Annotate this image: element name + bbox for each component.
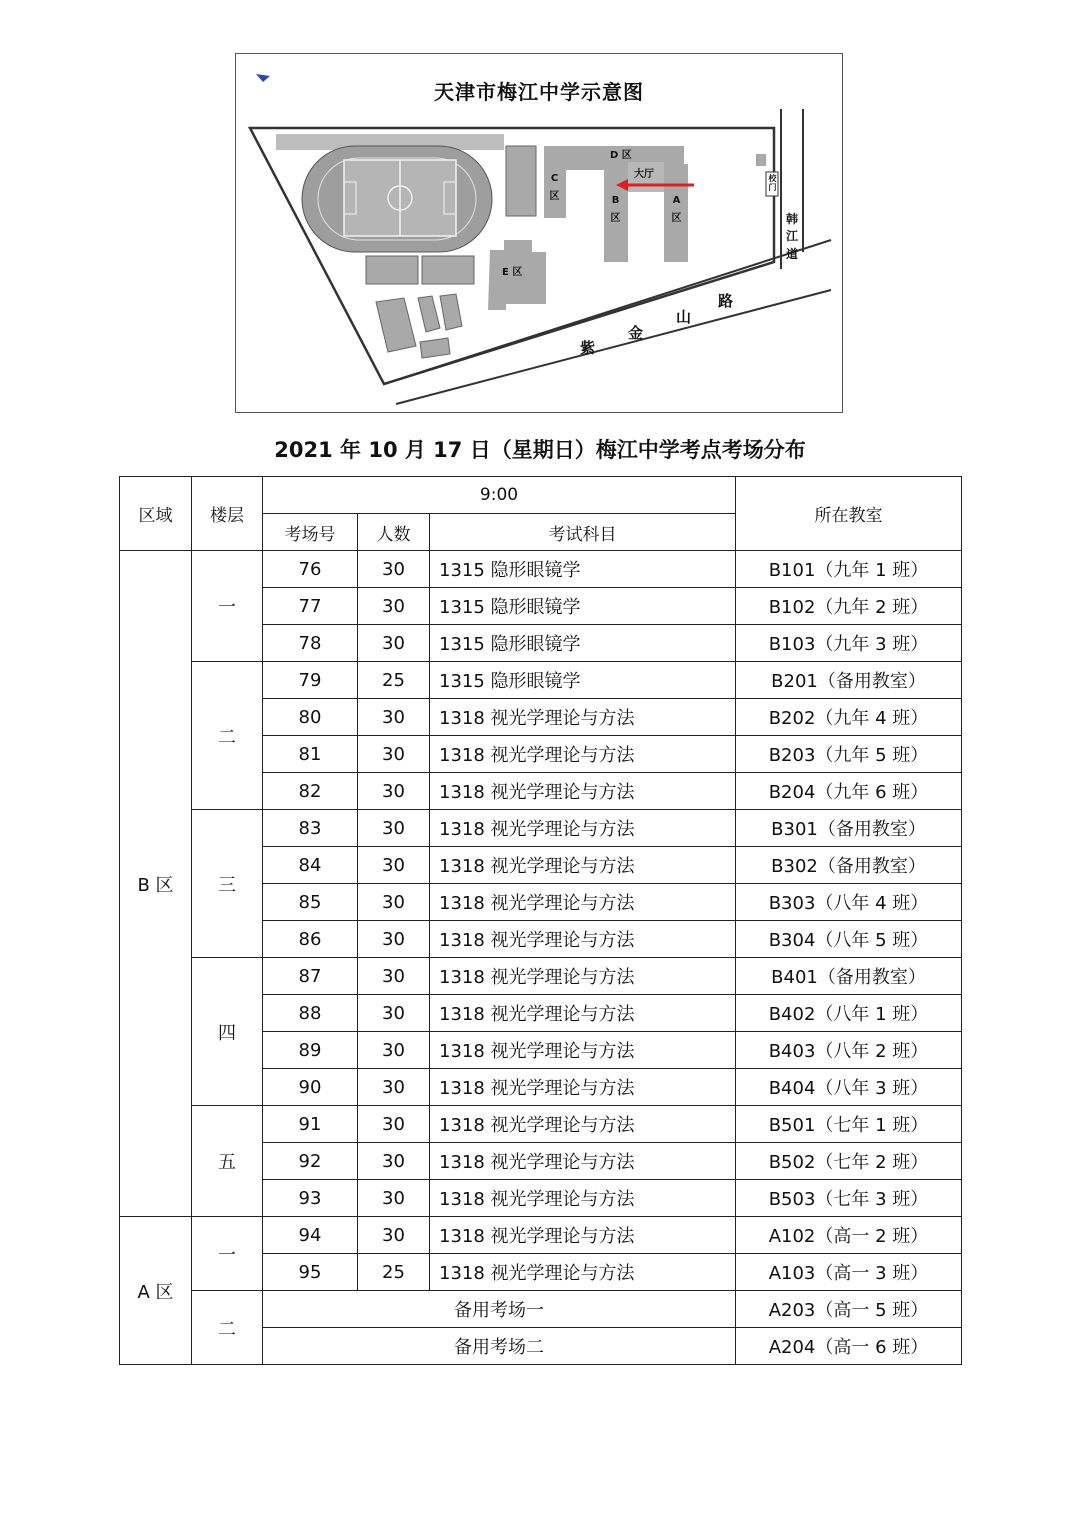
room-number-cell: 84: [263, 847, 358, 884]
count-cell: 30: [358, 958, 430, 995]
room-number-cell: 76: [263, 551, 358, 588]
room-number-cell: 79: [263, 662, 358, 699]
count-cell: 30: [358, 699, 430, 736]
classroom-cell: B102（九年 2 班）: [736, 588, 962, 625]
room-number-cell: 82: [263, 773, 358, 810]
header-count: 人数: [358, 514, 430, 551]
classroom-cell: B502（七年 2 班）: [736, 1143, 962, 1180]
classroom-cell: B103（九年 3 班）: [736, 625, 962, 662]
floor-cell: 三: [192, 810, 263, 958]
count-cell: 30: [358, 1106, 430, 1143]
room-number-cell: 78: [263, 625, 358, 662]
room-number-cell: 83: [263, 810, 358, 847]
count-cell: 30: [358, 847, 430, 884]
room-number-cell: 88: [263, 995, 358, 1032]
basketball-court: [422, 256, 474, 284]
basketball-court: [376, 298, 416, 352]
classroom-cell: B201（备用教室）: [736, 662, 962, 699]
header-floor: 楼层: [192, 477, 263, 551]
count-cell: 30: [358, 551, 430, 588]
count-cell: 30: [358, 1069, 430, 1106]
count-cell: 30: [358, 736, 430, 773]
table-row: [120, 1291, 962, 1328]
header-time: 9:00: [263, 477, 736, 514]
classroom-cell: B303（八年 4 班）: [736, 884, 962, 921]
header-room-no: 考场号: [263, 514, 358, 551]
floor-cell: 二: [192, 662, 263, 810]
room-number-cell: 81: [263, 736, 358, 773]
count-cell: 25: [358, 662, 430, 699]
count-cell: 30: [358, 1180, 430, 1217]
subject-cell: 1318 视光学理论与方法: [430, 958, 736, 995]
label-road-lu: 路: [718, 292, 734, 310]
count-cell: 30: [358, 921, 430, 958]
count-cell: 30: [358, 588, 430, 625]
classroom-cell: B403（八年 2 班）: [736, 1032, 962, 1069]
road-line: [396, 290, 831, 404]
label-hall: 大厅: [634, 169, 654, 180]
header-classroom: 所在教室: [736, 477, 962, 551]
room-number-cell: 87: [263, 958, 358, 995]
label-zone-e: E 区: [502, 267, 523, 278]
subject-cell: 1318 视光学理论与方法: [430, 995, 736, 1032]
subject-cell: 1318 视光学理论与方法: [430, 773, 736, 810]
classroom-cell: B302（备用教室）: [736, 847, 962, 884]
room-number-cell: 89: [263, 1032, 358, 1069]
subject-cell: 1318 视光学理论与方法: [430, 699, 736, 736]
table-row: [120, 1106, 962, 1143]
room-number-cell: 85: [263, 884, 358, 921]
subject-cell: 1318 视光学理论与方法: [430, 1217, 736, 1254]
room-number-cell: 86: [263, 921, 358, 958]
small-court: [420, 338, 450, 358]
room-number-cell: 93: [263, 1180, 358, 1217]
classroom-cell: A103（高一 3 班）: [736, 1254, 962, 1291]
label-road-shan: 山: [676, 308, 692, 326]
subject-cell: 1318 视光学理论与方法: [430, 810, 736, 847]
label-zone-c: C 区: [549, 173, 560, 202]
count-cell: 30: [358, 1032, 430, 1069]
header-area: 区域: [120, 477, 192, 551]
classroom-cell: B501（七年 1 班）: [736, 1106, 962, 1143]
map-title: 天津市梅江中学示意图: [434, 80, 644, 104]
subject-cell: 1318 视光学理论与方法: [430, 736, 736, 773]
subject-cell: 1318 视光学理论与方法: [430, 847, 736, 884]
label-gate: 校 门: [768, 174, 777, 192]
subject-cell: 1318 视光学理论与方法: [430, 1180, 736, 1217]
classroom-cell: B404（八年 3 班）: [736, 1069, 962, 1106]
table-row: [120, 551, 962, 588]
room-number-cell: 94: [263, 1217, 358, 1254]
classroom-cell: A102（高一 2 班）: [736, 1217, 962, 1254]
classroom-cell: B401（备用教室）: [736, 958, 962, 995]
table-row: [120, 1217, 962, 1254]
count-cell: 30: [358, 625, 430, 662]
label-zone-a: A 区: [671, 195, 682, 224]
subject-cell: 1318 视光学理论与方法: [430, 1143, 736, 1180]
campus-map: [235, 53, 843, 413]
floor-cell: 五: [192, 1106, 263, 1217]
subject-cell: 1315 隐形眼镜学: [430, 551, 736, 588]
count-cell: 30: [358, 1217, 430, 1254]
classroom-cell: B202（九年 4 班）: [736, 699, 962, 736]
subject-cell: 1318 视光学理论与方法: [430, 1254, 736, 1291]
count-cell: 25: [358, 1254, 430, 1291]
classroom-cell: B204（九年 6 班）: [736, 773, 962, 810]
room-number-cell: 92: [263, 1143, 358, 1180]
basketball-court: [366, 256, 418, 284]
count-cell: 30: [358, 810, 430, 847]
room-number-cell: 90: [263, 1069, 358, 1106]
subject-cell: 1318 视光学理论与方法: [430, 1069, 736, 1106]
classroom-cell: A203（高一 5 班）: [736, 1291, 962, 1328]
table-header-row: [120, 477, 962, 514]
tennis-court: [440, 294, 462, 330]
table-row: [120, 662, 962, 699]
reserve-room-cell: 备用考场二: [263, 1328, 736, 1365]
area-cell: A 区: [120, 1217, 192, 1365]
table-row: [120, 810, 962, 847]
exam-room-table: [119, 476, 962, 1365]
campus-map-drawing: [236, 54, 844, 414]
tennis-court: [418, 296, 440, 332]
subject-cell: 1318 视光学理论与方法: [430, 921, 736, 958]
floor-cell: 一: [192, 1217, 263, 1291]
room-number-cell: 91: [263, 1106, 358, 1143]
subject-cell: 1315 隐形眼镜学: [430, 625, 736, 662]
classroom-cell: B503（七年 3 班）: [736, 1180, 962, 1217]
floor-cell: 一: [192, 551, 263, 662]
classroom-cell: A204（高一 6 班）: [736, 1328, 962, 1365]
document-heading: 2021 年 10 月 17 日（星期日）梅江中学考点考场分布: [274, 438, 806, 462]
side-court: [506, 146, 536, 216]
count-cell: 30: [358, 884, 430, 921]
label-road-jin: 金: [628, 324, 644, 342]
floor-cell: 二: [192, 1291, 263, 1365]
label-zone-d: D 区: [610, 150, 632, 161]
classroom-cell: B304（八年 5 班）: [736, 921, 962, 958]
count-cell: 30: [358, 995, 430, 1032]
gate-house: [756, 154, 766, 166]
room-number-cell: 77: [263, 588, 358, 625]
subject-cell: 1315 隐形眼镜学: [430, 588, 736, 625]
reserve-room-cell: 备用考场一: [263, 1291, 736, 1328]
header-subject: 考试科目: [430, 514, 736, 551]
classroom-cell: B203（九年 5 班）: [736, 736, 962, 773]
floor-cell: 四: [192, 958, 263, 1106]
room-number-cell: 80: [263, 699, 358, 736]
label-hanjiang-road: 韩 江 道: [785, 212, 798, 261]
classroom-cell: B101（九年 1 班）: [736, 551, 962, 588]
subject-cell: 1318 视光学理论与方法: [430, 1106, 736, 1143]
room-number-cell: 95: [263, 1254, 358, 1291]
classroom-cell: B301（备用教室）: [736, 810, 962, 847]
subject-cell: 1315 隐形眼镜学: [430, 662, 736, 699]
classroom-cell: B402（八年 1 班）: [736, 995, 962, 1032]
area-cell: B 区: [120, 551, 192, 1217]
count-cell: 30: [358, 1143, 430, 1180]
label-zone-b: B 区: [610, 195, 621, 224]
table-row: [120, 958, 962, 995]
count-cell: 30: [358, 773, 430, 810]
subject-cell: 1318 视光学理论与方法: [430, 1032, 736, 1069]
label-road-zi: 紫: [580, 339, 596, 357]
subject-cell: 1318 视光学理论与方法: [430, 884, 736, 921]
